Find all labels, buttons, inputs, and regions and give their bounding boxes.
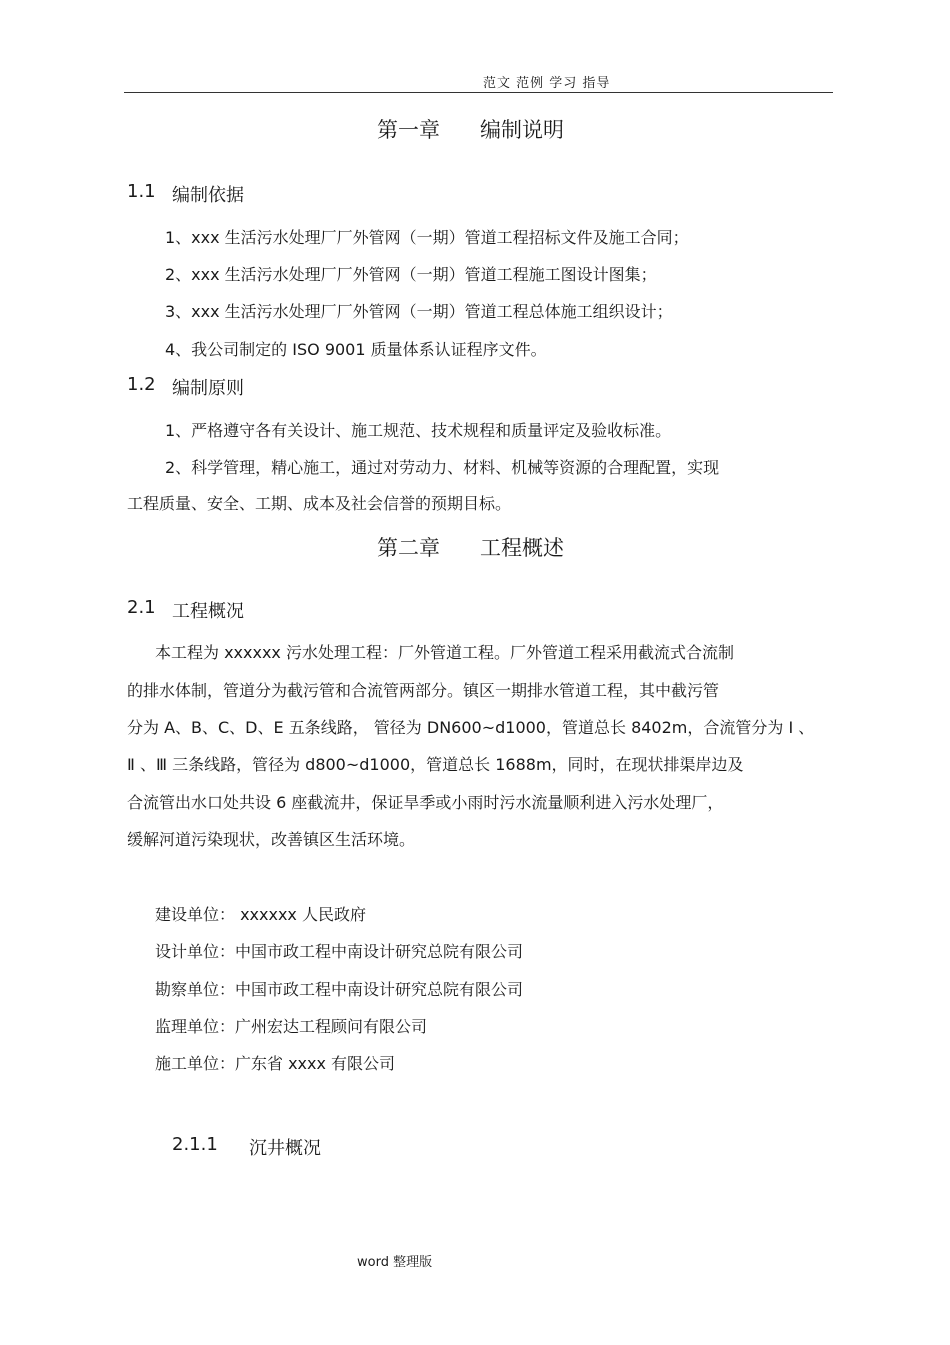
basis-item: 3、xxx 生活污水处理厂厂外管网（一期）管道工程总体施工组织设计；: [165, 302, 673, 321]
principle-item-continued: 工程质量、安全、工期、成本及社会信誉的预期目标。: [127, 494, 512, 513]
section-2-1-number: 2.1: [127, 597, 156, 618]
chapter-1-number: 第一章: [377, 118, 440, 142]
section-1-1-number: 1.1: [127, 181, 156, 202]
section-1-2-number: 1.2: [127, 374, 156, 395]
section-1-1-title: 编制依据: [172, 185, 244, 206]
chapter-1-title: 编制说明: [480, 118, 564, 142]
unit-contractor: 施工单位：广东省 xxxx 有限公司: [155, 1054, 396, 1073]
section-2-1-1-title: 沉井概况: [249, 1138, 321, 1159]
principle-item: 2、科学管理，精心施工，通过对劳动力、材料、机械等资源的合理配置，实现: [165, 458, 720, 477]
overview-line: 的排水体制，管道分为截污管和合流管两部分。镇区一期排水管道工程，其中截污管: [127, 681, 720, 700]
chapter-2-number: 第二章: [377, 536, 440, 560]
section-2-1-title: 工程概况: [172, 601, 244, 622]
overview-line: 合流管出水口处共设 6 座截流井，保证旱季或小雨时污水流量顺利进入污水处理厂，: [127, 793, 724, 812]
overview-line: 缓解河道污染现状，改善镇区生活环境。: [127, 830, 416, 849]
page-footer: word 整理版: [357, 1255, 433, 1270]
section-2-1-1-number: 2.1.1: [172, 1134, 218, 1155]
unit-design: 设计单位：中国市政工程中南设计研究总院有限公司: [155, 942, 524, 961]
basis-item: 2、xxx 生活污水处理厂厂外管网（一期）管道工程施工图设计图集；: [165, 265, 657, 284]
page-header: 范文 范例 学习 指导: [483, 76, 611, 91]
overview-line: 分为 A、B、C、D、E 五条线路， 管径为 DN600~d1000，管道总长 8402m，合流管分为 Ⅰ 、: [127, 718, 815, 737]
principle-item: 1、严格遵守各有关设计、施工规范、技术规程和质量评定及验收标准。: [165, 421, 672, 440]
overview-line: 本工程为 xxxxxx 污水处理工程：厂外管道工程。厂外管道工程采用截流式合流制: [155, 643, 734, 662]
unit-survey: 勘察单位：中国市政工程中南设计研究总院有限公司: [155, 980, 524, 999]
unit-construction-owner: 建设单位： xxxxxx 人民政府: [155, 905, 366, 924]
basis-item: 4、我公司制定的 ISO 9001 质量体系认证程序文件。: [165, 340, 547, 359]
overview-line: Ⅱ 、Ⅲ 三条线路，管径为 d800~d1000，管道总长 1688m，同时，在现状排渠岸边及: [127, 755, 744, 774]
section-1-2-title: 编制原则: [172, 378, 244, 399]
unit-supervision: 监理单位：广州宏达工程顾问有限公司: [155, 1017, 428, 1036]
header-rule: [124, 92, 833, 93]
basis-item: 1、xxx 生活污水处理厂厂外管网（一期）管道工程招标文件及施工合同；: [165, 228, 689, 247]
chapter-2-title: 工程概述: [480, 536, 564, 560]
